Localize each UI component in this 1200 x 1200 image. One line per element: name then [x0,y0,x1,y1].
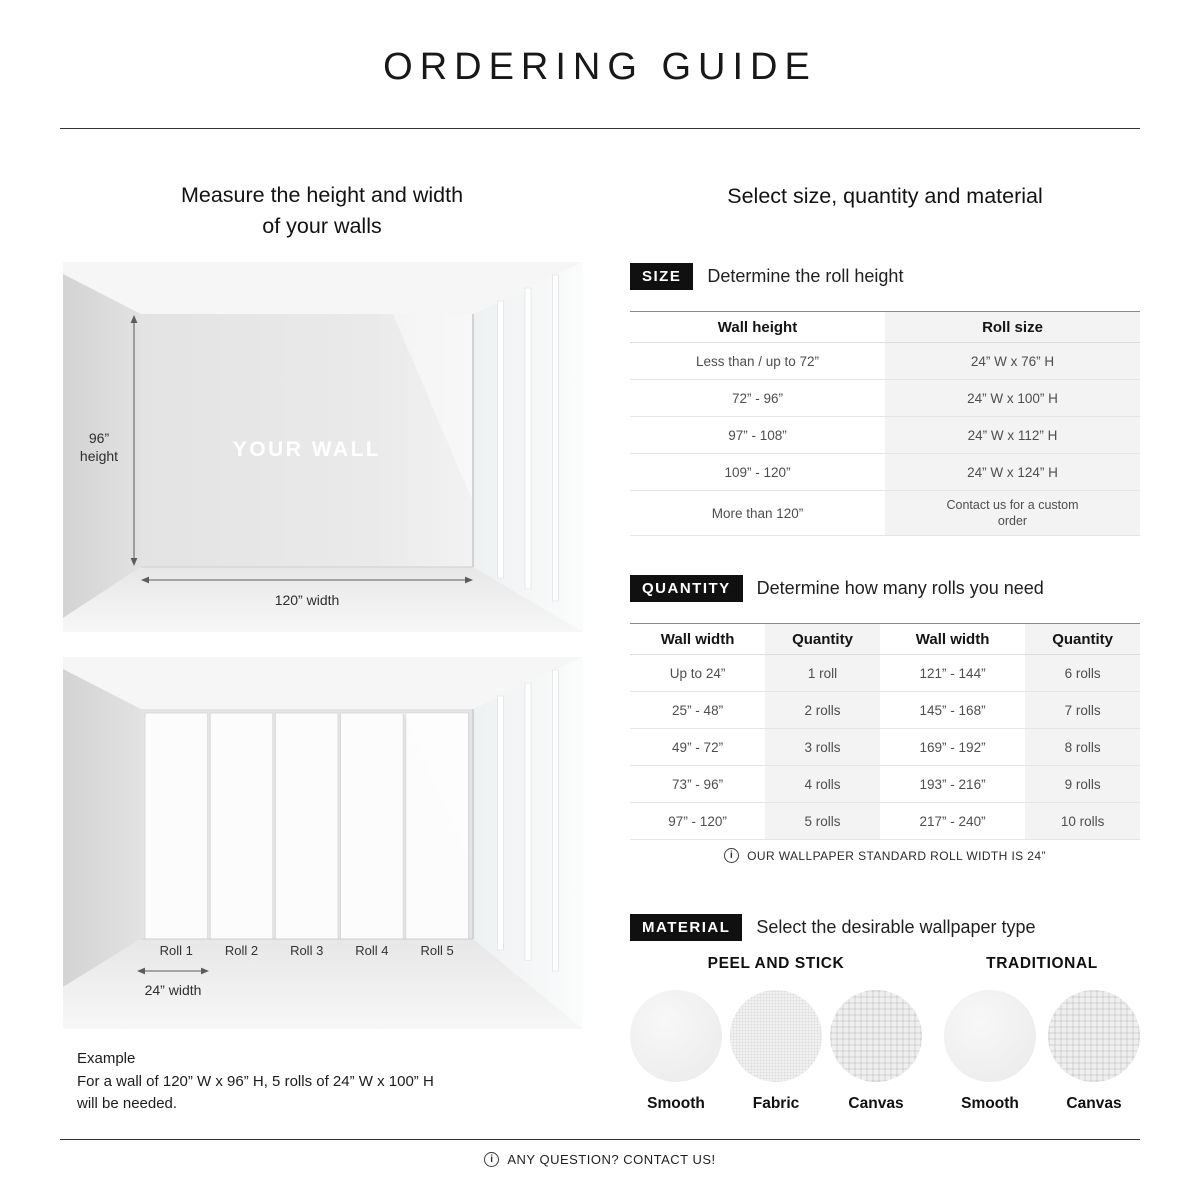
quantity-cell: 8 rolls [1025,729,1140,765]
canvas-texture-icon [830,990,922,1082]
size-row [630,343,1140,380]
window-mullion [525,288,531,589]
roll-size-cell [885,491,1140,535]
quantity-row [630,729,1140,766]
roll-panel-4 [341,713,404,939]
wall-width-cell: 121” - 144” [919,665,986,681]
size-table [630,311,1140,536]
roll-panel-1 [145,713,208,939]
size-col-wall-height: Wall height [717,318,798,336]
material-badge: MATERIAL [630,914,742,941]
swatch-smooth [944,990,1036,1113]
bottom-divider [60,1139,1140,1140]
qty-col-wall-width-1: Wall width [660,630,735,648]
qty-col-quantity-2: Quantity [1025,624,1140,654]
measure-heading [60,180,584,241]
swatch-label: Smooth [961,1095,1019,1112]
measure-heading-line2: of your walls [262,213,382,238]
example-note [77,1048,434,1116]
quantity-cell: 10 rolls [1025,803,1140,839]
swatch-label: Smooth [647,1095,705,1112]
left-wall [63,669,141,987]
wall-height-cell: 109” - 120” [724,464,791,480]
wall-width-cell: 145” - 168” [919,702,986,718]
size-row [630,380,1140,417]
quantity-cell: 7 rolls [1025,692,1140,728]
quantity-badge: QUANTITY [630,575,743,602]
roll-size-cell: 24” W x 76” H [885,343,1140,379]
roll-3-label: Roll 3 [290,943,324,958]
select-heading: Select size, quantity and material [727,184,1043,208]
wall-width-cell: 217” - 240” [919,813,986,829]
wall-width-cell: 49” - 72” [672,739,724,755]
window-mullion [498,696,504,950]
quantity-cell: 1 roll [765,655,880,691]
size-subtitle: Determine the roll height [707,266,904,286]
swatch-label: Canvas [1066,1095,1122,1112]
quantity-row [630,766,1140,803]
size-badge: SIZE [630,263,693,290]
traditional-title: TRADITIONAL [986,955,1098,972]
roll-size-cell: 24” W x 112” H [885,417,1140,453]
width-label: 120” width [274,592,340,608]
quantity-table-header [630,624,1140,655]
smooth-texture-icon [630,990,722,1082]
qty-col-quantity-1: Quantity [765,624,880,654]
your-wall-label: YOUR WALL [232,438,382,461]
quantity-subtitle: Determine how many rolls you need [756,578,1044,598]
window-mullion [553,670,559,971]
roll-panel-3 [275,713,338,939]
quantity-cell: 9 rolls [1025,766,1140,802]
quantity-cell: 5 rolls [765,803,880,839]
example-line2: will be needed. [77,1095,178,1112]
roll-4-label: Roll 4 [355,943,389,958]
roll-panel-2 [210,713,273,939]
footer-contact-note [0,1152,1200,1167]
size-row [630,417,1140,454]
wall-width-cell: 73” - 96” [672,776,724,792]
quantity-cell: 2 rolls [765,692,880,728]
room-rolls-illustration [63,657,583,1029]
size-section-head [630,263,903,290]
measure-heading-line1: Measure the height and width [180,183,464,207]
size-col-roll-size: Roll size [885,312,1140,342]
info-icon: i [724,848,739,863]
wall-width-cell: 97” - 120” [668,813,727,829]
canvas-texture-icon [1048,990,1140,1082]
wall-width-cell: Up to 24” [669,665,726,681]
roll-width-label: 24” width [144,982,202,998]
height-word-label: height [79,448,119,464]
example-line1: For a wall of 120” W x 96” H, 5 rolls of 24” W x 100” H [77,1072,434,1090]
window-mullion [525,683,531,961]
swatch-canvas [830,990,922,1113]
quantity-cell: 4 rolls [765,766,880,802]
quantity-row [630,692,1140,729]
room-measure-illustration [63,262,583,632]
swatch-label: Fabric [752,1095,800,1112]
info-icon: i [484,1152,499,1167]
quantity-row [630,803,1140,840]
roll-1-label: Roll 1 [159,943,193,958]
wall-height-cell: 72” - 96” [731,390,784,406]
roll-size-cell: 24” W x 124” H [885,454,1140,490]
wall-height-cell: Less than / up to 72” [695,353,820,369]
swatch-label: Canvas [848,1095,904,1112]
qty-col-wall-width-2: Wall width [915,630,990,648]
quantity-section-head [630,575,1044,602]
swatch-canvas [1048,990,1140,1113]
size-table-header [630,312,1140,343]
wall-width-cell: 193” - 216” [919,776,986,792]
size-row [630,454,1140,491]
traditional-group [944,955,1140,1113]
roll-size-cell: 24” W x 100” H [885,380,1140,416]
smooth-texture-icon [944,990,1036,1082]
wall-height-cell: More than 120” [711,505,804,521]
wall-width-cell: 169” - 192” [919,739,986,755]
fabric-texture-icon [730,990,822,1082]
left-wall [63,274,141,618]
window-mullion [553,275,559,601]
footer-contact-text: ANY QUESTION? CONTACT US! [507,1152,716,1167]
peel-and-stick-group [630,955,922,1113]
height-value-label: 96” [88,430,110,446]
example-title: Example [77,1050,136,1067]
roll-2-label: Roll 2 [224,943,259,958]
peel-and-stick-swatches [630,990,922,1113]
roll-5-label: Roll 5 [420,943,454,958]
material-section-head [630,914,1036,941]
traditional-swatches [944,990,1140,1113]
quantity-cell: 6 rolls [1025,655,1140,691]
standard-roll-width-note [630,848,1140,863]
top-divider [60,128,1140,129]
material-subtitle: Select the desirable wallpaper type [756,917,1036,937]
wall-height-cell: 97” - 108” [728,427,787,443]
quantity-row [630,655,1140,692]
wall-width-cell: 25” - 48” [672,702,724,718]
quantity-cell: 3 rolls [765,729,880,765]
custom-order-note: Contact us for a custom order [946,497,1079,528]
window-mullion [498,301,504,578]
peel-and-stick-title: PEEL AND STICK [707,955,845,972]
page-title: ORDERING GUIDE [383,46,817,88]
standard-roll-width-text: OUR WALLPAPER STANDARD ROLL WIDTH IS 24” [747,848,1046,863]
swatch-smooth [630,990,722,1113]
quantity-table [630,623,1140,840]
swatch-fabric [730,990,822,1113]
size-row [630,491,1140,536]
